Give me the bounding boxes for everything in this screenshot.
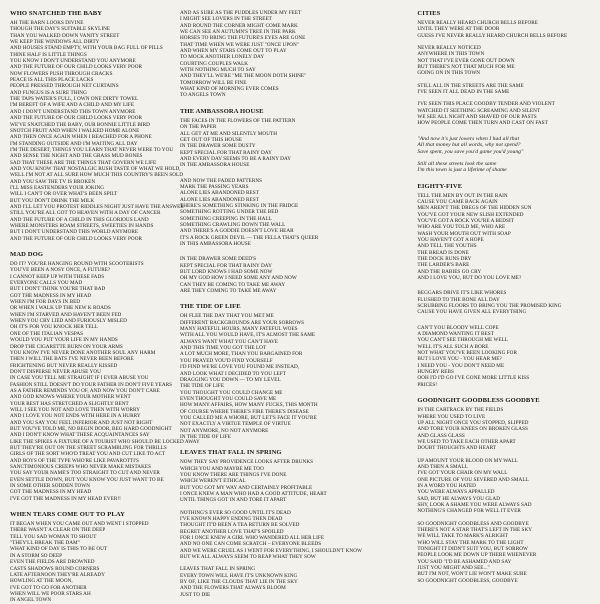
lyric-line: MEN AREN'T THE DREGS OF THE HIDDEN SUN <box>417 205 532 212</box>
lyric-line: NEVER REALLY NOTICED <box>417 45 481 52</box>
lyric-line: AND THEN A SMALL <box>417 463 468 470</box>
lyric-line: AND GOD KNOWS WHERE YOUR MOTHER WENT <box>10 394 131 401</box>
lyric-line: STILL YOU'RE ALL GOT TO HEAVEN WITH A DAY OF CANCER <box>10 210 161 217</box>
lyric-line: YOU'VE GOT YOUR NEW SLISH EXTENDED <box>417 211 524 218</box>
lyric-line: WILL I CAN'T OR OVER WHAT'S BEEN SPILT <box>10 191 118 198</box>
lyric-line: OF COURSE WHERE THERE'S FIRE THERE'S DISEASE <box>180 408 309 415</box>
lyric-line: "And now it's just lowers when I had all that <box>417 135 520 142</box>
lyric-line: THERE'S NOT A STAR THAT'S LEFT IN THE SKY <box>417 527 533 533</box>
lyric-line: IN THIS AMBASSORA HOUSE <box>180 241 251 247</box>
lyric-line: IN CASE YOU TELL ME STRAIGHT IF I EVER ABUSE YOU <box>10 375 149 382</box>
lyric-line: BUT I DON'T THINK YOU'RE THAT BAD <box>10 286 106 293</box>
lyric-line: CAN'T YOU BLOODY WELL COPE <box>417 324 499 331</box>
lyric-line: A DIAMOND WANTING IT BEST <box>417 331 494 338</box>
lyric-line: ALONE LIES ABANDONED REST <box>180 196 259 203</box>
lyric-line: OR WHEN I WALK UP THE NEW K ROADS <box>10 305 111 312</box>
lyric-line: THAT TIME WHEN WE WERE JUST "ONCE UPON" <box>180 41 300 48</box>
lyric-line: AND YOU SAW THE TV IS BROKEN <box>10 178 96 185</box>
lyric-line: BEGGARS DRIVE IT'S LIKE WHORES <box>417 290 507 297</box>
lyric-line: EVERY TOWN WILL HAVE IT'S UNKNOWN KING <box>180 572 298 579</box>
lyric-line: YOU'VE BEEN A NOSY ONCE, A FUTURE? <box>10 267 111 274</box>
lyric-line: GIRLS OF THE SORT WHO'D TREAT YOU AND CUT LIKE TO ACT <box>10 451 166 458</box>
lyric-line: SANCTIMONIOUS CREEPS WHO NEVER MAKE MISTAKES <box>10 464 152 471</box>
poem-title: LEAVES THAT FALL IN SPRING <box>180 449 282 457</box>
lyric-line: NOW FLOWERS PUSH THROUGH CRACKS <box>10 70 113 77</box>
lyric-line: ONE OF THE ITALIAN VESPAS <box>10 330 84 337</box>
lyric-line: WE SEE ALL NIGHT AND SHAVED OF OUR PASTS <box>417 114 537 121</box>
lyric-line: IN SOME OTHER SODDEN TOWN <box>10 483 91 490</box>
lyric-line: DON'T DISPERSE NEVER ABUSE YOU <box>10 368 101 375</box>
lyric-line: PEACE IS ALL THIS PLACE LACKS <box>10 77 94 84</box>
poem-title: GOODNIGHT GOODBLESS GOODBYE <box>417 397 540 405</box>
lyric-line: DO IT? YOU'RE HANGING ROUND WITH SCOOTERISTS <box>10 261 144 268</box>
lyric-line: AND THIS TIME YOU GOT THE LOT <box>180 345 267 352</box>
lyric-line: AND THEY'LL WE'RE "ME THE MOON DOTH SHINE" <box>180 73 307 80</box>
lyric-line: I'VE SEEN IT ALL DEAD IN THE SAME <box>417 89 510 96</box>
lyric-line: NOT WHAT YOU'VE BEEN LOOKING FOR <box>417 350 517 357</box>
lyric-line: AND GLASS GLASS <box>417 432 465 439</box>
lyric-line: IN A STORM SO DEEP <box>10 552 63 559</box>
lyric-line: OH IT'S FOR YOU KNOCK HER TELL <box>10 324 99 331</box>
lyric-line: YOU KNOW I DON'T UNDERSTAND YOU ANYMORE <box>10 58 136 65</box>
lyric-line: OH FLEE THE DAY THAT YOU MET ME <box>180 313 274 320</box>
lyric-line: AND YOU SAY YOU FEEL INFERIOR AND JUST NOT RIGHT <box>10 419 153 426</box>
lyric-line: EVERYONE CALLS YOU MAD <box>10 280 83 287</box>
lyric-line: JUST TO DIE <box>180 591 211 598</box>
lyric-line: ANYWHERE IN THIS TOWN <box>417 51 485 58</box>
lyric-line: CAN THEY BE COMING TO TAKE ME AWAY <box>180 281 286 288</box>
lyric-line: LEAVES THAT FALL IN SPRING <box>180 566 256 573</box>
lyric-line: I MIGHT SEE LOVERS IN THE STREET <box>180 16 272 23</box>
lyric-line: AH THE BARN LOOKS DIVINE <box>10 20 84 26</box>
lyric-line: I'm this town is just a lifetime of shame <box>417 167 507 174</box>
poem-title: WHO SNATCHED THE BABY <box>10 10 103 17</box>
lyric-line: TONIGHT IT DIDN'T SUIT YOU, BUT SORROW <box>417 546 528 553</box>
lyric-line: GUESS I'VE NEVER REALLY HEARD CHURCH BELLS BEFORE <box>417 32 568 39</box>
lyric-line: THERE'S SOMETHING STINKING IN THE FRIDGE <box>180 202 299 209</box>
lyric-line: SHY, LOOK A SHAME YOU WERE ALWAYS SAD <box>417 501 532 508</box>
lyric-line: I'D FIND WE'RE LOVE YOU FOUND ME INSTEAD, <box>180 364 300 371</box>
lyric-line: NOT THAT I'VE EVER GONE OUT DOWN <box>417 57 515 64</box>
lyric-line: UP AMOUNT YOUR BLOOD ON MY WALL <box>417 457 518 464</box>
lyric-line: FASHION STILL DOESN'T DO YOUR FATHER IN DON'T FIVE YEARS <box>10 381 173 388</box>
lyric-line: WE KEEP THE WINDOWS ALL DIRTY <box>10 39 100 46</box>
lyric-line: IN THE DRAWER SOME DUSTY <box>180 143 256 150</box>
poem-block <box>10 10 184 242</box>
lyric-line: WITH NOTHING MUCH TO SAY <box>180 67 256 74</box>
poem-title: THE AMBASSORA HOUSE <box>180 107 264 115</box>
lyric-line: AND I'LL LET YOU PROTEST RIDDLES NIGHT JUST HAVE THE ANSWER <box>10 203 184 210</box>
poem-block <box>417 136 592 174</box>
lyric-line: AND THE FLOWERS THAT ALWAYS BLOOM <box>180 585 286 592</box>
lyric-line: AS A FATHER REMINDS YOU OF, AND NOW YOU DON'T CARE <box>10 387 160 394</box>
lyric-line: SNOTCH FRUIT AND WHEN I WALKED HOME ALONE <box>10 127 140 134</box>
lyric-line: EVEN THOUGHT YOU COULD SAVE ME <box>180 395 277 402</box>
lyric-line: WHAT KIND OF DAY IS THIS TO BE OUT <box>10 546 108 553</box>
poem-block <box>180 178 395 248</box>
lyric-line: WOULD YOU PUT YOUR LIFE IN MY HANDS <box>10 337 118 344</box>
lyric-line: BUT I'M NOT, WON'T LIE WON'T MAKE SURE <box>417 571 527 578</box>
poem-block <box>417 325 592 388</box>
lyric-line: YOU SAID "I'D BE ASHAMED AND SAY <box>417 558 512 565</box>
lyric-line: IN THE TIDE OF LIFE <box>180 433 231 440</box>
lyric-line: PRICES! <box>417 381 438 388</box>
lyric-line: I'M BEREFT OF A WIFE AND A CHILD AND MY LIFE <box>10 102 135 109</box>
poem-title: WHEN TEARS COME OUT TO PLAY <box>10 511 126 519</box>
lyric-line: WHERE MONSTERS ROAM STREETS, SWEETIES IN HANDS <box>10 223 154 229</box>
lyric-line: IN THE DRAWER SOME DEED'S <box>180 256 257 263</box>
lyric-line: PEOPLE LOOK ME DOWN UP THERE WHENEVER <box>417 552 537 559</box>
lyric-line: AND NO ONE CAN COME SCRATCH – EVERYONE BLEEDS <box>180 541 322 548</box>
lyric-line: AND TORE YOUR KNEES ON BROKEN GLASS <box>417 426 528 433</box>
lyric-line: BUT LORD KNOWS I HAD SOME NOW <box>180 269 273 276</box>
lyric-line: FLUSHED TO THE BONE ALL DAY <box>417 296 500 303</box>
lyric-line: OH MY GOD HOW I NEED SOME ANY AND NOW <box>180 275 297 282</box>
lyric-line: AND THE FUTURE OF A CHILD IN THIS GLORIOUS LAND <box>10 216 149 223</box>
lyric-line: ALONE LIES ABANDONED REST <box>180 190 259 197</box>
lyric-line: MANY HATEFUL HOURS, MANY FATEFUL WOES <box>180 326 298 333</box>
lyric-line: WHICH YOU AND MAYBE ME TOO <box>180 465 264 472</box>
lyric-line: IT BEGAN WHEN YOU CAME OUT AND WENT I STOPPED <box>10 521 149 528</box>
lyric-line: COURTING COUPLES WALK <box>180 60 249 67</box>
lyric-line: HORSES TO BRING THE FUTURE'S EYES ARE GONE <box>180 35 306 42</box>
lyric-line: I'M THE DESERT, THINGS YOU LEARN THAT NEVER WERE TO YOU <box>10 146 174 153</box>
lyric-line: AND BOYS OF THE TYPE WHO'RE LIKE PAVAROTTI'S <box>10 457 139 464</box>
lyric-line: AND AS SURE AS THE PUDDLES UNDER MY FEET <box>180 10 302 16</box>
lyric-line: THE BREAD IS DONE <box>417 249 469 256</box>
lyric-line: THERE WASN'T A CLEAR ON THE DEEP <box>10 527 106 534</box>
lyric-line: EVEN THE FIELDS ARE DROWNED <box>10 559 95 566</box>
lyric-line: AND EVERY DAY SEEMS TO BE A RAINY DAY <box>180 155 292 162</box>
lyric-line: SAD, BUT HE ALWAYS YOU GLAD <box>417 495 500 502</box>
lyric-line: HOW PEOPLE COME THEN TURN AND CAST ON FAST <box>417 120 548 127</box>
lyric-line: ALWAYS WANT WHAT YOU CAN'T HAVE <box>180 338 279 345</box>
lyric-line: ALL GET AT ME AND SILENTLY MOUTH <box>180 130 278 137</box>
lyric-line: THE TIDE OF LIFE <box>180 383 225 390</box>
lyric-line: AND LOOK WHAT I DECIDED TO YOU LEFT <box>180 370 286 377</box>
lyric-line: WHEN I'M STARVED AND HAVEN'T BEEN FED <box>10 311 122 318</box>
lyric-line: I NEED YOU - YOU DON'T NEED ME <box>417 362 505 369</box>
lyric-line: WITH ALL YOU WOULD HAVE, IT'S ALMOST THE SAME <box>180 332 316 339</box>
poem-block <box>417 10 592 127</box>
lyric-line: I'VE GOT YOUR CHAIR ON MY WALL <box>417 470 508 477</box>
lyric-line: I'LL MISS EASTENDERS YOUR JOKING <box>10 184 105 191</box>
lyric-line: CASTS SHADOWS ROUND CORNERS <box>10 565 100 572</box>
poem-title: MAD DOG <box>10 251 44 259</box>
lyric-line: NOW THEY SAY PROVIDENCE LOOKS AFTER DRUNKS <box>180 459 314 466</box>
lyric-line: OOH I'D I'D GO I'VE GONE MORE LITTLE KISS <box>417 375 530 382</box>
lyric-line: KEPT SPECIAL FOR THAT RAINY DAY <box>180 149 272 156</box>
lyric-line: AND YOU KNOW THAT NOSTALGIC RUSH TASTE OF WHAT WE HOLD, <box>10 165 181 172</box>
lyric-line: GOT THE MADNESS IN MY HEAD <box>10 292 92 299</box>
lyric-line: THEN I WILL THE BATS I'VE NEVER BEEN BEFORE <box>10 356 134 363</box>
lyric-line: BUT YOU DON'T DRINK THE MILK <box>10 197 95 204</box>
lyric-line: SO GOODNIGHT GOODBLESS, GOODBYE <box>417 577 518 584</box>
lyric-line: WE CAN SEE AN AUTUMN'S TREE IN THE PARK <box>180 29 296 36</box>
lyric-line: AND THE BABIES GO CRY <box>417 268 482 275</box>
lyric-line: WHAT KIND OF MORNING EVER COMES <box>180 86 279 93</box>
poem-block <box>180 256 395 294</box>
lyric-line: Still all these streets look the same <box>417 160 497 167</box>
lyric-line: A LOT MUCH MORE, THAN YOU BARGAINED FOR <box>180 351 303 358</box>
lyric-line: WHERE YOU USED TO LIVE <box>417 413 486 420</box>
lyric-line: BUT I LOVE YOU - YOU HEAR ME? <box>417 356 502 363</box>
lyric-line: IN THE CARTRACK BY THE FIELDS <box>417 407 504 414</box>
lyric-line: BUT YOU GOT MY WAY AND CERTAINLY PROFITABLE <box>180 484 313 491</box>
lyric-line: WELL IT'S ALL SUCH A BORE <box>417 343 489 350</box>
lyric-line: NOT EXACTLY A VIRTUE TEMPLE OF VIRTUE <box>180 421 291 428</box>
lyric-line: NEVER REALLY HEARD CHURCH BELLS BEFORE <box>417 20 539 26</box>
lyric-line: SOMETHING ROTTING UNDER THE BED <box>180 209 279 216</box>
lyric-line: ONE PICTURE OF YOU SEVERED AND SMALL <box>417 476 529 483</box>
lyric-line: GOING ON IN THIS TOWN <box>417 70 481 77</box>
lyric-line: I'VE SEEN THIS PLACE GOODBY TENDER AND VIOLENT <box>417 101 555 108</box>
poem-block <box>10 251 200 502</box>
lyric-line: AND NOW THE FADED PATTERNS <box>180 177 263 184</box>
lyric-line: All that money but all words, why not spend? <box>417 142 521 149</box>
lyric-line: THOUGH THE DAY'S SUITABLE SKYLINE <box>10 26 111 33</box>
lyric-line: TELL THE MEN BY OUT IN THE RAIN <box>417 192 508 199</box>
lyric-line: IN ANGEL TOWN <box>10 597 52 604</box>
lyric-line: AND THE FUTURE OF OUR CHILD LOOKS VERY POOR <box>10 64 143 71</box>
poem-block <box>417 183 592 282</box>
lyric-line: FOR I ONCE KNEW A GIRL WHO WANDERED ALL HER LIFE <box>180 535 325 542</box>
lyric-line: WHICH WEREN'T ETHICAL <box>180 478 246 485</box>
lyric-line: DROP THE CIGARETTE BURN ON YOUR ARMS <box>10 343 123 350</box>
lyric-line: SOMETHING CRAWLING DOWN THE WALL <box>180 221 286 228</box>
lyric-line: WE WILL TAKE TO MARK'S ALRIGHT <box>417 533 509 540</box>
lyric-line: SCRUBBING FLOORS TO BRING YOU THE PROMISED KING <box>417 303 562 310</box>
lyric-line: YOU'VE GOT A ROCK YOU'RE A BEDSIT <box>417 217 514 224</box>
lyric-line: THINE HALF IS LITTLE THINGS <box>10 51 87 58</box>
lyric-line: Save spent, you save you'd game you'd young" <box>417 148 524 155</box>
lyric-line: UP ALL NIGHT ONCE YOU STOPPED, SLIPPED <box>417 419 529 426</box>
lyric-line: AND I LOVE YOU NOT ENDS WITH HERE IN A HURRY <box>10 413 141 420</box>
lyric-line: TO MOCK ANOTHER LONELY DAY <box>180 54 265 61</box>
lyric-line: YOU WERE ALWAYS APPALLED <box>417 489 495 496</box>
lyric-line: YOU THOUGHT YOU COULD CHANGE ME <box>180 389 283 396</box>
lyric-line: AND ROUND THE CORNER MIGHT COME MARK <box>180 22 298 29</box>
lyric-line: JUST YOU MIGHT AND SEE..." <box>417 565 490 572</box>
lyric-line: WHEN YOU CRY LIED AND FURIOUSLY MISLED <box>10 318 127 325</box>
lyric-line: AND HOUSES STAND EMPTY, WITH YOUR BAG FULL OF PILLS <box>10 45 163 52</box>
lyric-line: GET OUT OF THIS HOUSE <box>180 136 243 143</box>
lyric-line: I'VE KNOWN HAPPY ENDING THEN DEAD <box>180 516 283 523</box>
lyric-line: THOUGHT IT'D BEEN A TEA RETURN BE SOLVED <box>180 522 300 529</box>
lyric-line: KEPT SPECIAL FOR THAT RAINY DAY <box>180 262 272 269</box>
poem-block <box>417 290 592 315</box>
lyric-line: YOU CAN'T SEE THROUGH ME WELL <box>417 337 509 344</box>
lyric-line: AND TELL THE YOUTHS <box>417 243 477 250</box>
lyric-line: I ONCE KNEW A MAN WHO HAD A GOOD ATTITUDE, HEART <box>180 491 327 497</box>
poem-block <box>180 108 395 169</box>
lyric-line: YOU CALLED ME A WHORE, BUT LET'S FACE IT YOU'RE <box>180 414 317 421</box>
lyric-line: SOMETHING CREEPING IN THE HALL <box>180 215 272 222</box>
lyric-line: EVEN SETTLE DOWN, BUT YOU KNOW YOU JUST WANT TO BE <box>10 476 164 483</box>
poem-block <box>180 10 395 99</box>
lyric-line: THE LARDER'S BARE <box>417 262 470 269</box>
lyric-line: AND THE FUTURE OF OUR CHILD LOOKS VERY POOR <box>10 115 143 122</box>
lyric-line: YOU HAVEN'T GOT A HOPE <box>417 236 484 243</box>
lyric-line: NOT ANYMORE, NO NOT ANYMORE <box>180 427 269 434</box>
lyric-line: UNTIL THEY WERE AT THE DOOR <box>417 26 500 33</box>
poem-title: EIGHTY-FIVE <box>417 182 463 190</box>
lyric-line: AND SENSE THE NIGHT AND THE GRASS MUD BONES <box>10 153 143 160</box>
lyric-line: THAN YOU WALKED DOWN VANITY STREET <box>10 32 120 39</box>
lyric-line: NOTHING'S EVER SO GOOD UNTIL IT'S DEAD <box>180 509 291 516</box>
lyric-line: ON THE PAPER <box>180 124 217 131</box>
lyric-line: THE DOCK RUNS DRY <box>417 255 472 262</box>
lyric-line: HUNGRY REBS <box>417 369 454 376</box>
poem-block <box>417 397 592 584</box>
lyric-line: NOTHING'S CHANGED FOR WELL IT EVER <box>417 508 521 515</box>
lyric-line: YOU SAY YOUR NAME'S TOO STRAIGHT TO CUT AND NEVER <box>10 470 160 477</box>
lyric-line: WELL I'M NOT AT ALL SURE HOW MUCH THIS COUNTRY'S BEEN SOLD <box>10 172 184 179</box>
poem-block <box>180 449 395 598</box>
poem-block <box>10 511 160 603</box>
poem-title: THE TIDE OF LIFE <box>180 303 241 311</box>
lyric-line: IT'S A ROCK GREEN DEVIL — THE FELLA THAT'S QUEER <box>180 234 319 241</box>
lyric-line: IN A WORD YOU HATED <box>417 482 476 489</box>
lyric-line: PEOPLE PRESSED THROUGH NET CURTAINS <box>10 83 119 90</box>
lyric-line: BUT THEY'RE OUT ON THE STREET SCRAMBLING FOR THRILLS <box>10 445 167 451</box>
lyric-line: AND WHEN MY STARS COME OUT TO PLAY <box>180 48 287 55</box>
lyric-line: YOU KNOW THERE ARE THINGS I'VE DONE <box>180 471 287 478</box>
lyric-line: SAD THAT THESE ARE THE THINGS THAT GOVERN WE LIFE <box>10 159 157 166</box>
lyric-line: DRAGGING YOU DOWN — TO MY LEVEL <box>180 376 281 383</box>
lyric-line: WHO ARE YOU TOLD ME, WHO ARE <box>417 224 506 231</box>
lyric-line: AND WE WERE CRUEL AS I WENT FOR EVERYTHING, I SHOULDN'T KNOW <box>180 547 362 554</box>
lyric-line: WHO WILL STAY THE MARK TO THE LIGHT <box>417 539 524 546</box>
lyric-line: UNTIL THINGS GOT IN AND TORE IT APART <box>180 497 287 504</box>
lyric-line: BUT I DON'T UNDERSTAND THIS WORLD ANYMORE <box>10 229 139 236</box>
lyric-line: WILL I SEE YOU NOT AND LOVE THEN WITH WORRY <box>10 406 141 413</box>
lyric-line: AND THE FUTURE OF OUR CHILD LOOKS VERY POOR <box>10 235 143 242</box>
poem-block <box>180 303 395 440</box>
lyric-line: BUT WE ALL ALWAYS SEEM TO REAP WHAT THEY SOW <box>180 554 316 561</box>
lyric-line: AND THEN ONCE AGAIN WHEN I REACHED FOR A PHONE <box>10 134 152 141</box>
lyric-line: LIKE THE SPIKES A FIXTURE OF A TOURIST WHO SHOULD BE LOCKED AWAY <box>10 438 200 445</box>
lyric-line: BY OF, LIKE THE CLOUDS THAT LIE IN THE SKY <box>180 579 298 586</box>
lyric-line: REGRET ANOTHER LOVE THAT'S SPOILED <box>180 528 284 535</box>
lyric-line: WHEN I'M FOR DAYS IN BED <box>10 299 81 306</box>
lyric-line: FRIGHTENING BUT NEVER REALLY KISSED <box>10 362 118 369</box>
lyric-line: AND FUNGUS IS A SURE THING <box>10 89 87 96</box>
lyric-line: AND THERE'S A GODDIE DOESN'T LOVE HEAR <box>180 228 294 235</box>
lyric-line: HOWLING AT THE MOON, <box>10 578 73 585</box>
lyric-line: WATCHED IT SEETHING SCREAMING AND SILENT <box>417 107 541 114</box>
lyric-line: WASH YOUR MOUTH OUT WITH SOAP <box>417 230 511 237</box>
lyric-line: GOT THE MADNESS IN MY HEAD <box>10 489 92 496</box>
lyric-line: CAUSE YOU CAME BACK AGAIN <box>417 198 498 205</box>
lyric-line: STILL ALL IN THE STREETS ARE THE SAME <box>417 82 524 89</box>
lyric-line: I CANNOT KEEP UP WITH THESE FADS <box>10 273 105 280</box>
lyric-line: "THEY'LL BREAK THE DAM" <box>10 540 80 547</box>
lyric-line: DOUBT THOUGHTS AND HEART <box>417 445 497 452</box>
lyrics-column-2 <box>170 10 395 598</box>
lyric-line: LATE AFTERNOON THEY'RE ALREADY <box>10 571 105 578</box>
lyric-line: DIFFERENT BACKGROUNDS ARE YOUR SORROWS <box>180 319 305 326</box>
lyric-line: THE FACES IN THE FLOWERS OF THE PATTERN <box>180 117 296 124</box>
lyric-line: I'VE GOT TO GO FOR ANOTHER <box>10 584 87 591</box>
poem-title: CITIES <box>417 10 441 17</box>
lyric-line: AND I DON'T UNDERSTAND THIS TOWN ANYMORE <box>10 108 136 115</box>
lyric-line: YOUR REST HAS STRETCHED A SLIGHTLY BENT <box>10 400 129 407</box>
lyric-line: HOW MANY AFFAIRS, HOW MANY FUCKS, THIS MONTH <box>180 402 318 409</box>
lyric-line: SO GOODNIGHT GOODBLESS AND GOODBYE <box>417 520 529 527</box>
lyric-line: BUT THERE'S NOT THAT MUCH FOR ME <box>417 64 515 71</box>
lyric-line: YOU KNOW I'VE NEVER DONE ANOTHER SOUL ANY HARM <box>10 349 156 356</box>
lyric-line: AND I LOVE YOU, BUT DO YOU LOVE ME? <box>417 275 522 281</box>
lyric-line: IN THE AMBASSORA HOUSE <box>180 162 250 169</box>
lyric-line: I'M STANDING OUTSIDE AND I'M WAITING ALL DAY <box>10 140 138 147</box>
lyric-line: AND I DON'T KNOW WHAT THESE ACQUAINTANCES SAY <box>10 432 150 439</box>
lyric-line: WE'VE SNATCHED THE BABY, OUR BONNIE LITTLE BIRD <box>10 121 150 128</box>
lyric-line: ARE THEY COMING TO TAKE ME AWAY <box>180 288 277 295</box>
lyric-line: TO ANGELS TOWN <box>180 92 226 99</box>
lyrics-column-3 <box>405 10 592 585</box>
lyric-line: I'VE GOT THE MADNESS IN MY HEAD EVER!! <box>10 495 121 502</box>
lyric-line: TELL YOU SAD WOMAN TO SHOUT <box>10 533 97 540</box>
lyric-line: CAUSE YOU HAVE GIVEN ALL EVERYTHING <box>417 309 527 316</box>
lyric-line: BUT YOU'VE TOLD ME, NO BEGIN DOOR, BEG HARD GOODNIGHT <box>10 425 172 432</box>
lyric-line: WE USED TO TAKE EACH OTHER APART <box>417 438 516 445</box>
lyric-line: YOU PRAYED YOU'D FIND YOURSELF <box>180 357 273 364</box>
lyric-line: WHEN WILL WE POOR STARS AH <box>10 590 91 597</box>
lyric-line: MARK THE PASSING YEARS <box>180 183 249 190</box>
lyric-line: TOMORROW WILL BE FINE <box>180 79 247 86</box>
lyric-line: THE TAPS WATER'S FULL, I OWN ONE DIRTY TOWEL <box>10 96 139 103</box>
